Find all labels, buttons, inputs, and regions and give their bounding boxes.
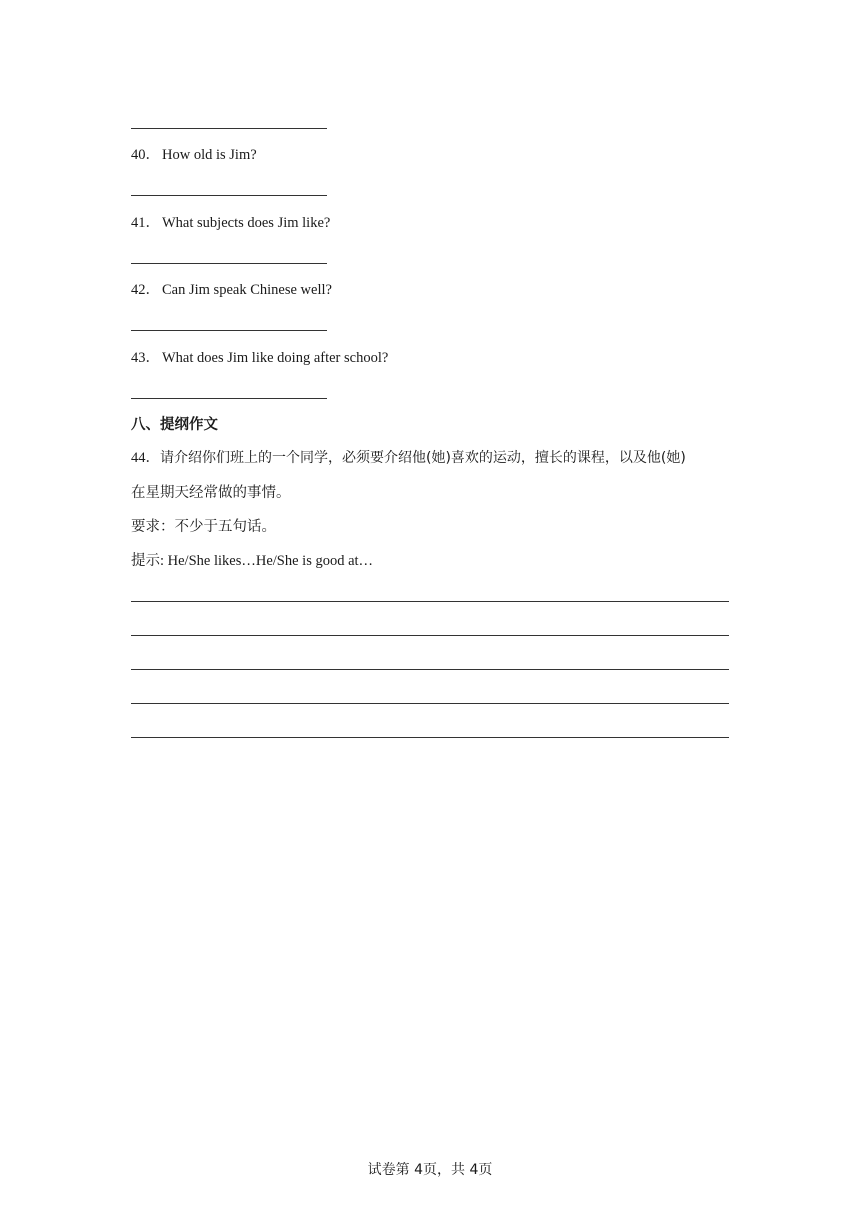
question-number: 40． xyxy=(131,147,160,163)
question-42 xyxy=(131,281,332,299)
question-40 xyxy=(131,146,257,164)
question-number: 43． xyxy=(131,350,160,366)
question-44-line-1 xyxy=(131,449,731,467)
question-41 xyxy=(131,214,330,232)
question-text: How old is Jim? xyxy=(162,147,257,163)
question-text: What does Jim like doing after school? xyxy=(162,350,389,366)
composition-line-2[interactable] xyxy=(131,635,729,636)
question-text: What subjects does Jim like? xyxy=(162,215,331,231)
answer-line-40[interactable] xyxy=(131,195,327,196)
question-text: Can Jim speak Chinese well? xyxy=(162,282,332,298)
question-44-text: 请介绍你们班上的一个同学，必须要介绍他(她)喜欢的运动，擅长的课程，以及他(她) xyxy=(160,450,686,466)
question-44-line-2: 在星期天经常做的事情。 xyxy=(131,485,291,501)
answer-line-42[interactable] xyxy=(131,330,327,331)
composition-line-3[interactable] xyxy=(131,669,729,670)
composition-line-1[interactable] xyxy=(131,601,729,602)
answer-line-43[interactable] xyxy=(131,398,327,399)
question-number: 41． xyxy=(131,215,160,231)
answer-line-41[interactable] xyxy=(131,263,327,264)
composition-line-5[interactable] xyxy=(131,737,729,738)
section-heading: 八、提纲作文 xyxy=(131,417,218,433)
requirement-text: 要求：不少于五句话。 xyxy=(131,519,276,535)
answer-line-39[interactable] xyxy=(131,128,327,129)
question-number: 42． xyxy=(131,282,160,298)
page-footer: 试卷第 4页，共 4页 xyxy=(367,1162,493,1178)
hint-text: 提示: He/She likes…He/She is good at… xyxy=(131,553,374,569)
composition-line-4[interactable] xyxy=(131,703,729,704)
question-number: 44． xyxy=(131,450,160,466)
question-43 xyxy=(131,349,388,367)
